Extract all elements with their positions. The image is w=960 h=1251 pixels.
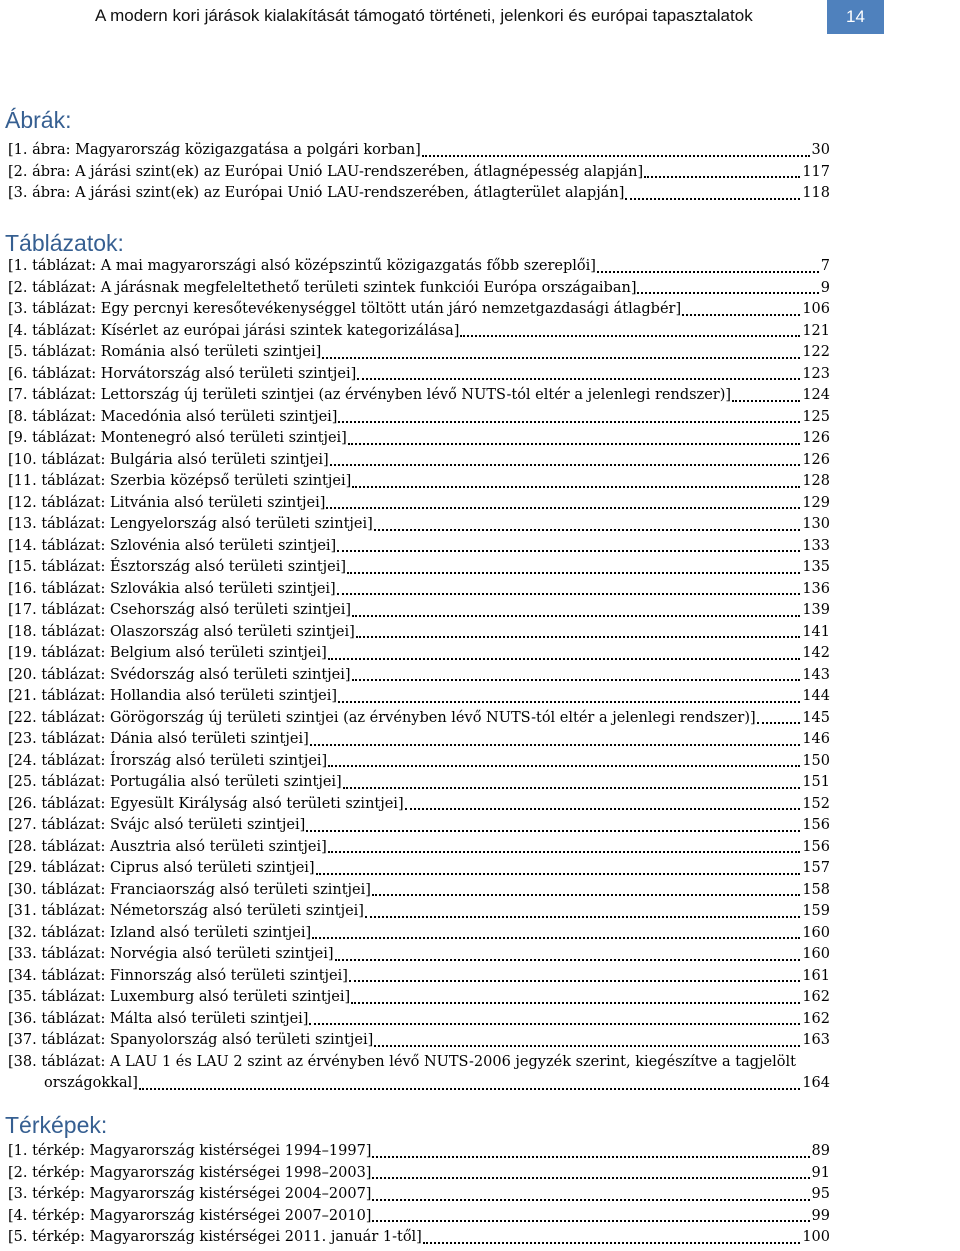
toc-entry-title: [27. táblázat: Svájc alsó területi szintjei] (8, 817, 306, 833)
toc-entry-page: 118 (802, 185, 830, 201)
toc-entry-link[interactable] (8, 987, 830, 1009)
dot-leader (338, 700, 800, 703)
toc-entry-page: 151 (802, 774, 830, 790)
dot-leader (343, 786, 801, 789)
dot-leader (338, 420, 800, 423)
dot-leader (374, 1044, 800, 1047)
toc-entry-page: 128 (802, 473, 830, 489)
dot-leader (732, 399, 800, 402)
toc-entry-page: 144 (802, 688, 830, 704)
dot-leader (757, 721, 801, 724)
toc-entry-page: 121 (802, 322, 830, 339)
dot-leader (422, 154, 810, 157)
toc-entry-page: 30 (811, 142, 830, 158)
toc-entry-link[interactable] (8, 493, 830, 515)
toc-entry-title: [15. táblázat: Észtország alsó területi szintjei] (8, 559, 347, 575)
toc-entry-title: [9. táblázat: Montenegró alsó területi szintjei] (8, 430, 347, 446)
table-list (8, 256, 830, 1095)
toc-entry-page: 163 (802, 1032, 830, 1048)
dot-leader (357, 377, 800, 380)
dot-leader (365, 915, 800, 918)
toc-entry-link[interactable] (8, 600, 830, 622)
dot-leader (352, 614, 800, 617)
toc-entry-title: [37. táblázat: Spanyolország alsó területi szintjei] (8, 1032, 374, 1048)
toc-entry-page: 139 (802, 602, 830, 618)
dot-leader (328, 764, 800, 767)
toc-entry-link[interactable] (8, 1009, 830, 1031)
toc-entry-title: [33. táblázat: Norvégia alsó területi szintjei] (8, 946, 334, 962)
toc-entry-title: [20. táblázat: Svédország alsó területi szintjei] (8, 666, 351, 683)
toc-entry-link[interactable] (8, 1141, 830, 1163)
toc-entry-page: 117 (802, 163, 830, 180)
toc-entry-link[interactable] (8, 772, 830, 794)
toc-entry-title: [3. térkép: Magyarország kistérségei 2004–2007] (8, 1186, 372, 1202)
toc-entry-link[interactable] (8, 385, 830, 407)
toc-entry-page: 142 (802, 645, 830, 661)
page-header (0, 0, 960, 36)
toc-entry-page: 124 (802, 387, 830, 403)
toc-entry-link[interactable] (8, 364, 830, 386)
toc-entry-link[interactable] (8, 665, 830, 687)
toc-entry-title: [21. táblázat: Hollandia alsó területi szintjei] (8, 688, 338, 704)
toc-entry-link[interactable] (8, 162, 830, 184)
toc-entry-link[interactable] (8, 751, 830, 773)
toc-entry-link[interactable] (8, 299, 830, 321)
dot-leader (309, 1022, 800, 1025)
toc-entry-title: [19. táblázat: Belgium alsó területi szintjei] (8, 645, 327, 661)
toc-entry-link[interactable] (8, 321, 830, 343)
toc-entry-page: 145 (802, 709, 830, 726)
toc-entry-page: 126 (802, 451, 830, 468)
toc-entry-title: [18. táblázat: Olaszország alsó területi szintjei] (8, 623, 355, 640)
dot-leader (372, 893, 800, 896)
toc-entry-title: [35. táblázat: Luxemburg alsó területi szintjei] (8, 989, 351, 1005)
toc-entry-link[interactable] (8, 1030, 830, 1052)
dot-leader (460, 334, 800, 337)
toc-entry-link[interactable] (8, 428, 830, 450)
toc-entry-page: 156 (802, 838, 830, 855)
toc-entry-page: 162 (802, 989, 830, 1005)
toc-entry-link[interactable] (8, 278, 830, 300)
section-heading-abrak: Ábrák: (5, 107, 72, 133)
dot-leader (372, 1155, 809, 1158)
toc-entry-link[interactable] (8, 1206, 830, 1228)
toc-entry-link[interactable] (8, 407, 830, 429)
toc-entry-link[interactable] (8, 1163, 830, 1185)
dot-leader (356, 635, 801, 638)
toc-entry-link[interactable] (8, 880, 830, 902)
toc-entry-title: [10. táblázat: Bulgária alsó területi szintjei] (8, 451, 329, 468)
map-list (8, 1141, 830, 1249)
dot-leader (139, 1087, 800, 1090)
toc-entry-title: [1. ábra: Magyarország közigazgatása a polgári korban] (8, 142, 421, 158)
toc-entry-title: [17. táblázat: Csehország alsó területi szintjei] (8, 602, 351, 618)
toc-entry-title: [28. táblázat: Ausztria alsó területi szintjei] (8, 838, 327, 855)
toc-entry-title: [32. táblázat: Izland alsó területi szintjei] (8, 924, 312, 941)
toc-entry-link[interactable] (8, 729, 830, 751)
toc-entry-title: [2. ábra: A járási szint(ek) az Európai Unió LAU-rendszerében, átlagnépesség alapján] (8, 163, 644, 180)
toc-entry-title: [1. táblázat: A mai magyarországi alsó középszintű közigazgatás főbb szereplői] (8, 258, 596, 274)
toc-entry-link[interactable] (8, 622, 830, 644)
toc-entry-title: [12. táblázat: Litvánia alsó területi szintjei] (8, 494, 326, 511)
toc-entry-page: 156 (802, 817, 830, 833)
toc-entry-link[interactable] (8, 183, 830, 205)
dot-leader (347, 571, 800, 574)
toc-entry-link[interactable] (8, 815, 830, 837)
toc-entry-title: [24. táblázat: Írország alsó területi szintjei] (8, 752, 328, 769)
toc-entry-title: [14. táblázat: Szlovénia alsó területi szintjei] (8, 537, 337, 554)
dot-leader (351, 1001, 800, 1004)
toc-entry-page: 99 (811, 1207, 830, 1224)
toc-entry-page: 95 (811, 1186, 830, 1202)
toc-entry-page: 161 (802, 967, 830, 984)
dot-leader (423, 1241, 800, 1244)
toc-entry-page: 136 (802, 580, 830, 597)
dot-leader (330, 463, 801, 466)
dot-leader (326, 506, 800, 509)
toc-entry-link[interactable] (8, 686, 830, 708)
toc-entry-title: [7. táblázat: Lettország új területi szintjei (az érvényben lévő NUTS-tól eltér a jelenlegi rendszer)] (8, 387, 732, 403)
toc-entry-page: 133 (802, 537, 830, 554)
toc-entry-title: [31. táblázat: Németország alsó területi szintjei] (8, 903, 364, 919)
toc-entry-title: [5. táblázat: Románia alsó területi szintjei] (8, 344, 322, 360)
toc-entry-link[interactable] (8, 1052, 830, 1095)
toc-entry-title: [30. táblázat: Franciaország alsó területi szintjei] (8, 881, 371, 898)
toc-entry-page: 123 (802, 365, 830, 382)
toc-entry-page: 146 (802, 731, 830, 747)
toc-entry-title: [16. táblázat: Szlovákia alsó területi szintjei] (8, 580, 336, 597)
dot-leader (310, 743, 801, 746)
toc-entry-link[interactable] (8, 256, 830, 278)
dot-leader (637, 291, 818, 294)
toc-entry-title: [8. táblázat: Macedónia alsó területi szintjei] (8, 408, 338, 425)
dot-leader (625, 197, 800, 200)
dot-leader (597, 270, 819, 273)
toc-entry-page: 130 (802, 516, 830, 532)
toc-entry-link[interactable] (8, 708, 830, 730)
toc-entry-title: [4. térkép: Magyarország kistérségei 2007–2010] (8, 1207, 372, 1224)
toc-entry-page: 89 (811, 1143, 830, 1159)
toc-entry-title-continuation: országokkal] (44, 1075, 138, 1091)
toc-entry-title: [11. táblázat: Szerbia középső területi szintjei] (8, 473, 352, 489)
toc-entry-page: 126 (802, 430, 830, 446)
toc-entry-title: [4. táblázat: Kísérlet az európai járási szintek kategorizálása] (8, 322, 460, 339)
toc-entry-page: 159 (802, 903, 830, 919)
toc-entry-link[interactable] (8, 794, 830, 816)
toc-entry-page: 135 (802, 559, 830, 575)
toc-entry-link[interactable] (8, 901, 830, 923)
toc-entry-page: 122 (802, 344, 830, 360)
toc-entry-page: 143 (802, 666, 830, 683)
toc-entry-title: [38. táblázat: A LAU 1 és LAU 2 szint az érvényben lévő NUTS-2006 jegyzék szerint, kiegészítve a tagjelölt (8, 1053, 796, 1070)
toc-entry-link[interactable] (8, 557, 830, 579)
toc-entry-title: [22. táblázat: Görögország új területi szintjei (az érvényben lévő NUTS-tól eltér a jelenlegi rendszer)] (8, 709, 756, 726)
section-heading-terkepek: Térképek: (5, 1112, 108, 1138)
dot-leader (348, 442, 800, 445)
dot-leader (372, 1176, 809, 1179)
toc-entry-link[interactable] (8, 579, 830, 601)
toc-entry-link[interactable] (8, 342, 830, 364)
toc-entry-link[interactable] (8, 1227, 830, 1249)
toc-entry-title: [2. térkép: Magyarország kistérségei 1998–2003] (8, 1164, 372, 1181)
toc-entry-page: 162 (802, 1010, 830, 1027)
toc-entry-page: 125 (802, 408, 830, 425)
dot-leader (337, 549, 800, 552)
toc-entry-title: [1. térkép: Magyarország kistérségei 1994–1997] (8, 1143, 372, 1159)
toc-entry-title: [34. táblázat: Finnország alsó területi szintjei] (8, 967, 348, 984)
toc-entry-link[interactable] (8, 471, 830, 493)
toc-entry-page: 150 (802, 752, 830, 769)
toc-entry-page: 91 (811, 1164, 830, 1181)
toc-entry-page: 100 (802, 1229, 830, 1245)
toc-entry-title: [2. táblázat: A járásnak megfeleltethető területi szintek funkciói Európa országaiban] (8, 279, 637, 296)
toc-entry-link[interactable] (8, 923, 830, 945)
dot-leader (374, 528, 801, 531)
dot-leader (349, 979, 800, 982)
toc-entry-title: [3. táblázat: Egy percnyi keresőtevékenységgel töltött után járó nemzetgazdasági átlagbér] (8, 301, 682, 317)
dot-leader (328, 850, 801, 853)
toc-entry-title: [3. ábra: A járási szint(ek) az Európai Unió LAU-rendszerében, átlagterület alapján] (8, 185, 625, 201)
toc-entry-link[interactable] (8, 858, 830, 880)
dot-leader (316, 872, 801, 875)
dot-leader (306, 829, 800, 832)
toc-entry-link[interactable] (8, 837, 830, 859)
toc-entry-page: 9 (820, 279, 830, 296)
toc-entry-title: [29. táblázat: Ciprus alsó területi szintjei] (8, 860, 315, 876)
dot-leader (322, 356, 800, 359)
toc-entry-link[interactable] (8, 514, 830, 536)
toc-entry-title: [5. térkép: Magyarország kistérségei 2011. január 1-től] (8, 1229, 422, 1245)
dot-leader (682, 313, 800, 316)
toc-entry-page: 157 (802, 860, 830, 876)
section-heading-tablazatok: Táblázatok: (5, 230, 124, 256)
dot-leader (372, 1219, 809, 1222)
toc-entry-link[interactable] (8, 944, 830, 966)
toc-entry-link[interactable] (8, 450, 830, 472)
running-header-title: A modern kori járások kialakítását támogató történeti, jelenkori és európai tapasztalatok (95, 6, 753, 25)
dot-leader (405, 807, 801, 810)
dot-leader (328, 657, 801, 660)
toc-entry-page: 141 (802, 623, 830, 640)
toc-entry-page: 7 (820, 258, 830, 274)
toc-entry-link[interactable] (8, 966, 830, 988)
toc-entry-title: [25. táblázat: Portugália alsó területi szintjei] (8, 774, 342, 790)
toc-entry-title: [6. táblázat: Horvátország alsó területi szintjei] (8, 365, 357, 382)
toc-entry-page: 129 (802, 494, 830, 511)
toc-entry-page: 152 (802, 795, 830, 812)
page-number-badge: 14 (827, 0, 884, 34)
toc-entry-page: 106 (802, 301, 830, 317)
figure-list (8, 140, 830, 205)
dot-leader (372, 1198, 809, 1201)
toc-entry-page: 158 (802, 881, 830, 898)
toc-entry-page: 160 (802, 924, 830, 941)
toc-entry-link[interactable] (8, 536, 830, 558)
toc-entry-title: [23. táblázat: Dánia alsó területi szintjei] (8, 731, 309, 747)
toc-entry-title: [36. táblázat: Málta alsó területi szintjei] (8, 1010, 309, 1027)
dot-leader (335, 958, 801, 961)
toc-entry-title: [13. táblázat: Lengyelország alsó területi szintjei] (8, 516, 373, 532)
toc-entry-title: [26. táblázat: Egyesült Királyság alsó területi szintjei] (8, 795, 404, 812)
toc-entry-link[interactable] (8, 140, 830, 162)
toc-entry-page: 160 (802, 946, 830, 962)
dot-leader (352, 485, 800, 488)
dot-leader (352, 678, 801, 681)
dot-leader (644, 175, 800, 178)
dot-leader (312, 936, 800, 939)
dot-leader (337, 592, 801, 595)
toc-entry-link[interactable] (8, 643, 830, 665)
toc-entry-page: 164 (802, 1075, 830, 1091)
toc-entry-link[interactable] (8, 1184, 830, 1206)
